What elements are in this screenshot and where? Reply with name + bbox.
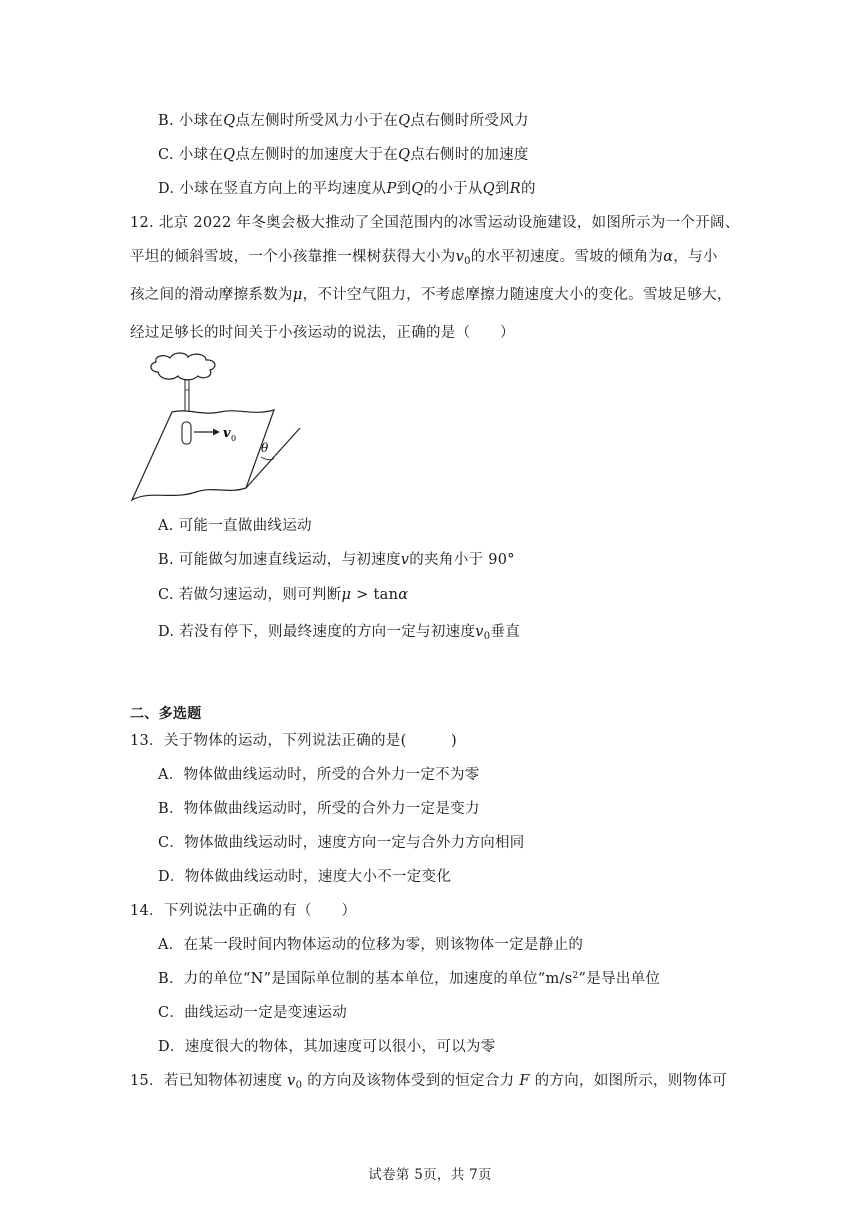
q15-stem: 15．若已知物体初速度 $v_0$ 的方向及该物体受到的恒定合力 F 的方向，如图所示，则物体可 [130,1073,728,1091]
q13-option-d: D．物体做曲线运动时，速度大小不一定变化 [158,869,452,885]
q14-option-c: C．曲线运动一定是变速运动 [158,1005,347,1021]
page-footer: 试卷第 5页，共 7页 [368,1167,492,1183]
q12-stem-line1: 12. 北京 2022 年冬奥会极大推动了全国范围内的冰雪运动设施建设，如图所示为一个开阔、 [130,215,740,231]
tree-crown-icon [151,353,215,380]
q11-option-c: C. 小球在Q点左侧时的加速度大于在Q点右侧时的加速度 [158,147,529,163]
q14-stem: 14．下列说法中正确的有（ ） [130,903,357,919]
ski-slope-figure [128,350,308,506]
q14-option-d: D．速度很大的物体，其加速度可以很小，可以为零 [158,1039,496,1055]
q11-option-b: B. 小球在Q点左侧时所受风力小于在Q点右侧时所受风力 [158,113,529,129]
figure-velocity-label: v [223,426,231,441]
q13-stem: 13．关于物体的运动，下列说法正确的是( ) [130,733,457,749]
slope-surface [132,410,274,500]
section-title: 二、多选题 [130,706,202,722]
q12-stem-line4: 经过足够长的时间关于小孩运动的说法，正确的是（ ） [130,325,515,341]
figure-velocity-sub: 0 [231,434,237,443]
q12-option-d: D. 若没有停下，则最终速度的方向一定与初速度$v_0$垂直 [158,624,521,642]
figure-angle-label: θ [261,441,269,455]
q14-option-a: A．在某一段时间内物体运动的位移为零，则该物体一定是静止的 [158,937,584,953]
q13-option-c: C．物体做曲线运动时，速度方向一定与合外力方向相同 [158,835,525,851]
q12-option-b: B. 可能做匀加速直线运动，与初速度v的夹角小于 90° [158,552,515,568]
q13-option-a: A．物体做曲线运动时，所受的合外力一定不为零 [158,767,480,783]
q12-option-c: C. 若做匀速运动，则可判断μ > tanα [158,587,409,603]
q12-stem-line2: 平坦的倾斜雪坡，一个小孩靠推一棵树获得大小为$v_0$的水平初速度。雪坡的倾角为α，与小 [130,249,718,267]
q12-stem-line3: 孩之间的滑动摩擦系数为μ，不计空气阻力，不考虑摩擦力随速度大小的变化。雪坡足够大， [130,287,732,303]
q12-option-a: A. 可能一直做曲线运动 [158,518,312,534]
child-figure [182,422,191,444]
q13-option-b: B．物体做曲线运动时，所受的合外力一定是变力 [158,801,480,817]
q14-option-b: B．力的单位“N”是国际单位制的基本单位，加速度的单位“$m/s^2$”是导出单位 [158,971,661,987]
q11-option-d: D. 小球在竖直方向上的平均速度从P到Q的小于从Q到R的 [158,181,536,197]
